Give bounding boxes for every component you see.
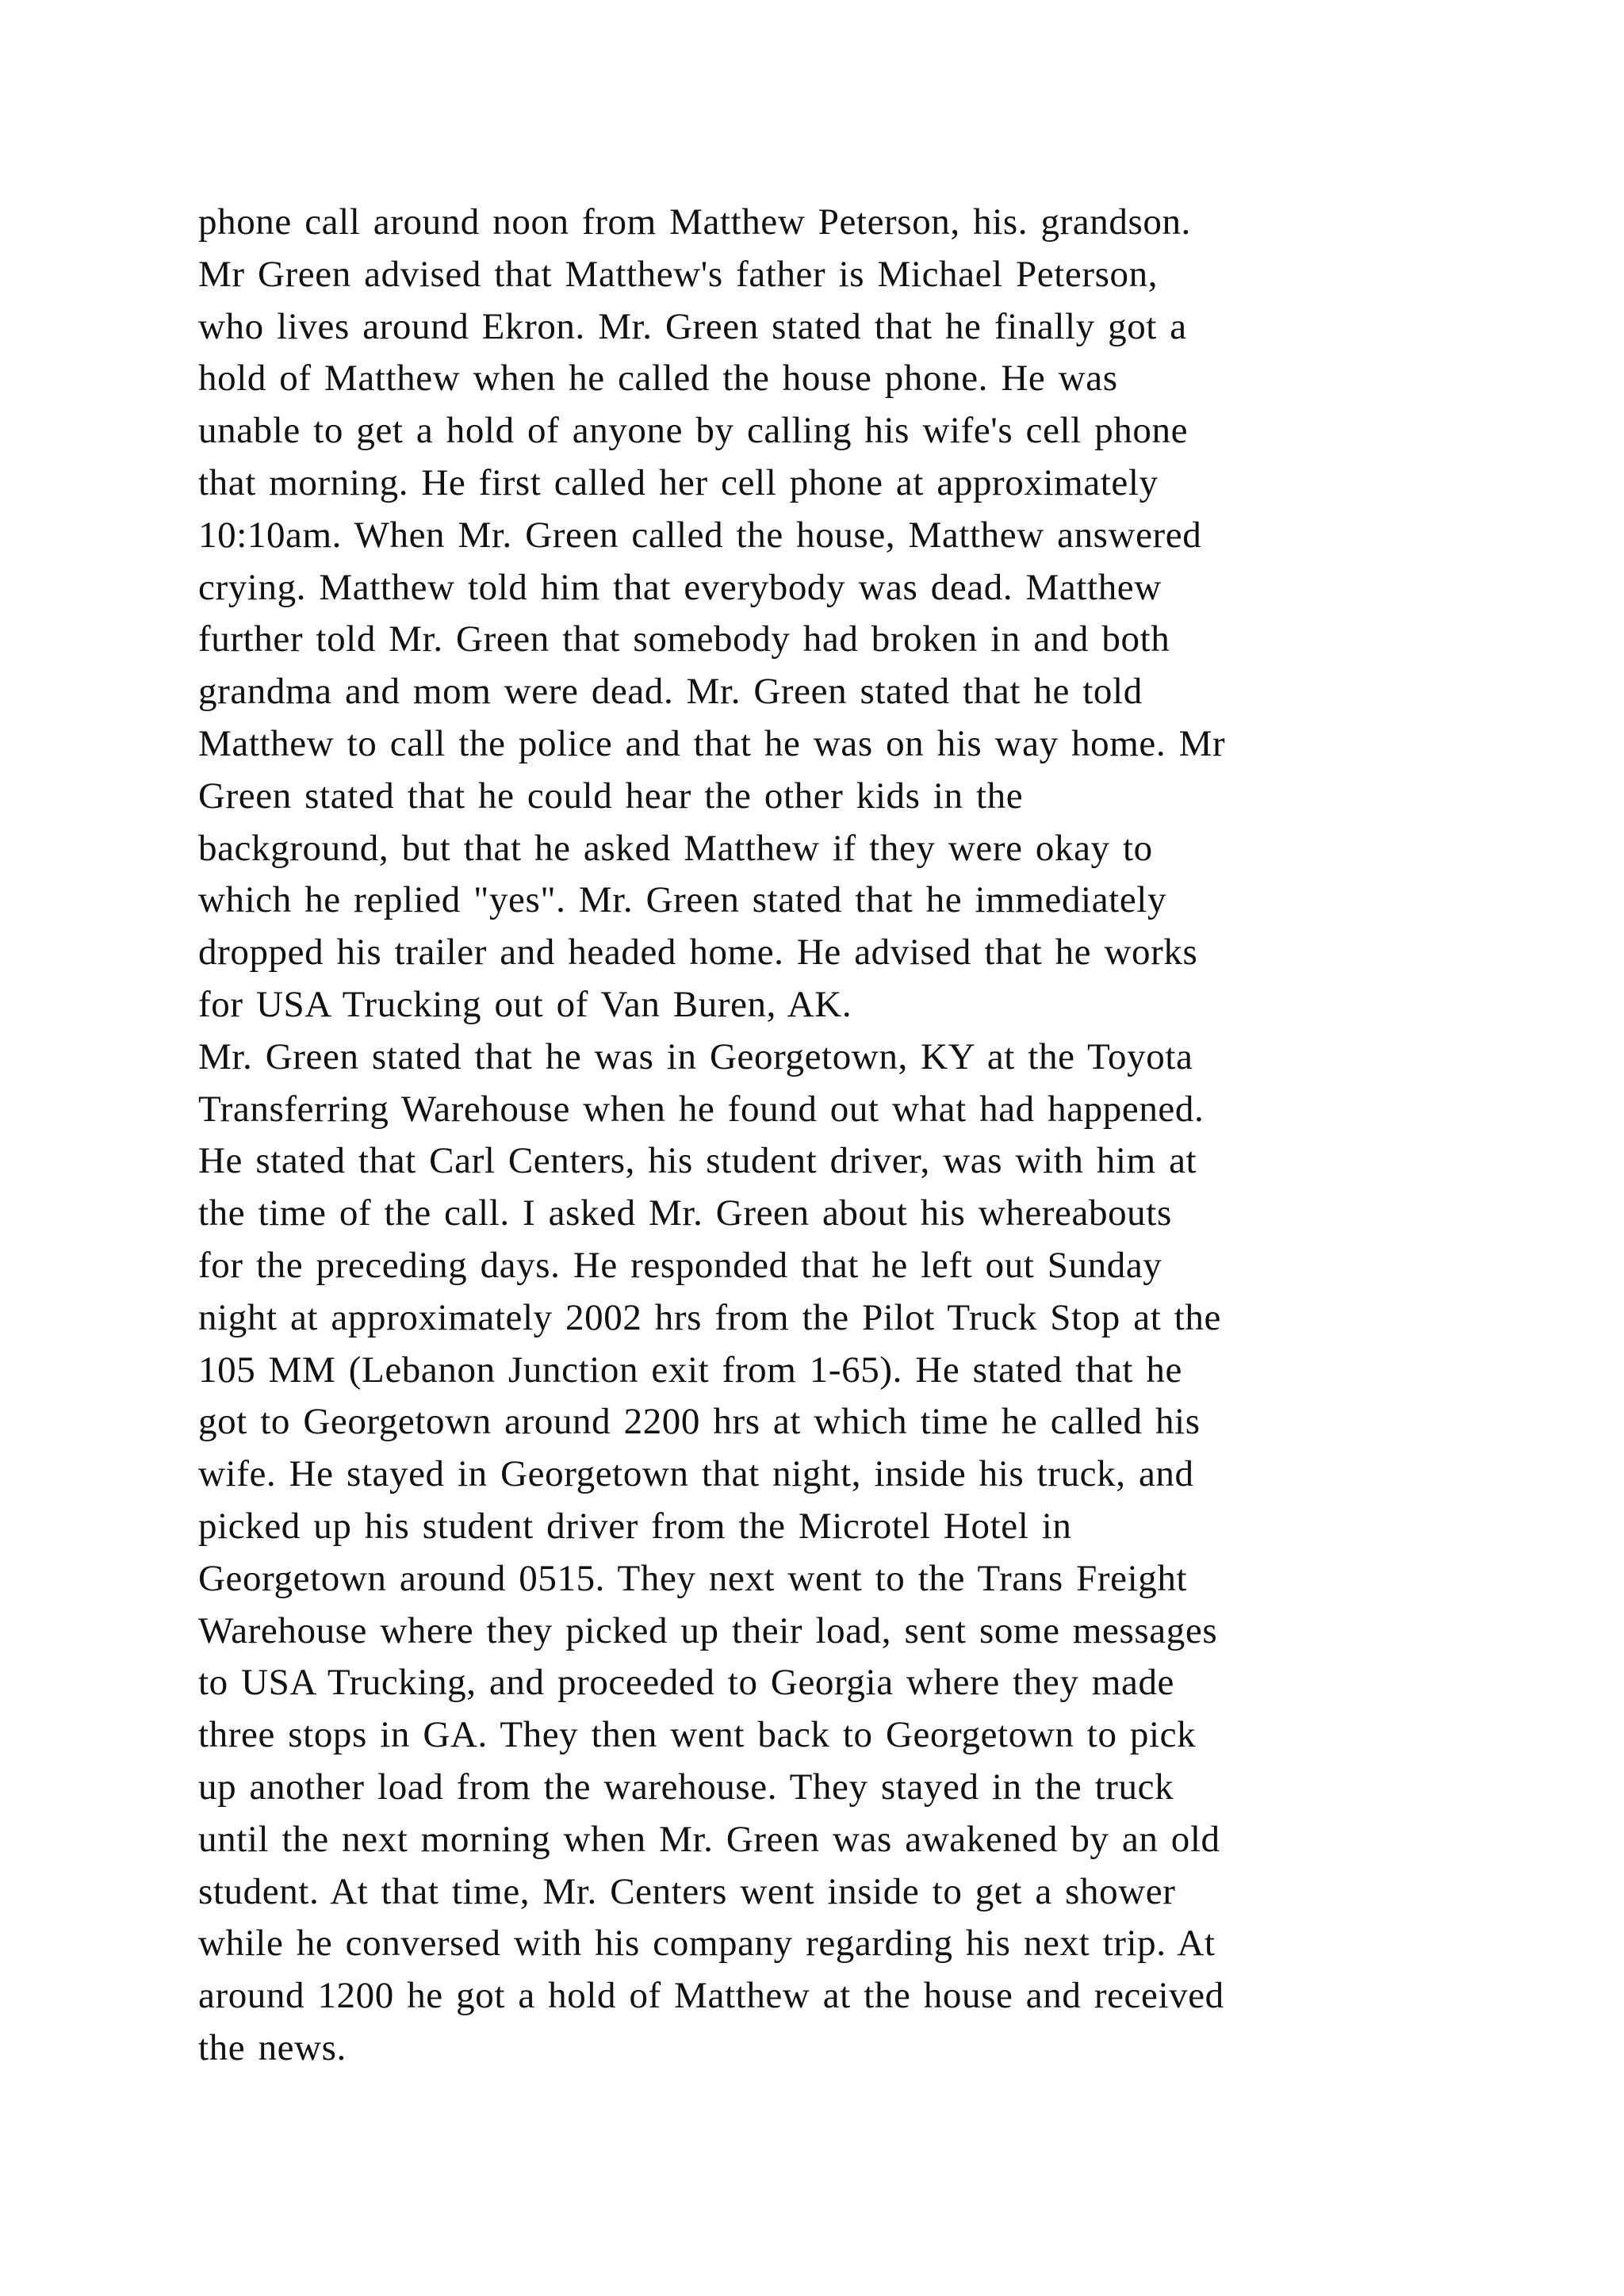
text-line: the time of the call. I asked Mr. Green about his whereabouts (198, 1192, 1172, 1234)
text-line: up another load from the warehouse. They stayed in the truck (198, 1766, 1174, 1808)
text-line: hold of Matthew when he called the house phone. He was (198, 358, 1118, 400)
text-line: dropped his trailer and headed home. He advised that he works (198, 932, 1198, 974)
text-line: 105 MM (Lebanon Junction exit from 1-65). He stated that he (198, 1349, 1182, 1391)
text-line: background, but that he asked Matthew if they were okay to (198, 827, 1153, 869)
text-line: Mr. Green stated that he was in Georgetown, KY at the Toyota (198, 1035, 1193, 1077)
text-line: which he replied "yes". Mr. Green stated that he immediately (198, 879, 1167, 921)
text-line: got to Georgetown around 2200 hrs at which time he called his (198, 1401, 1201, 1443)
text-line: further told Mr. Green that somebody had broken in and both (198, 618, 1170, 660)
text-line: unable to get a hold of anyone by calling his wife's cell phone (198, 410, 1189, 452)
text-line: who lives around Ekron. Mr. Green stated that he finally got a (198, 305, 1187, 347)
text-line: night at approximately 2002 hrs from the Pilot Truck Stop at the (198, 1296, 1221, 1338)
text-line: Georgetown around 0515. They next went to the Trans Freight (198, 1557, 1188, 1599)
text-line: picked up his student driver from the Microtel Hotel in (198, 1505, 1072, 1547)
text-line: for USA Trucking out of Van Buren, AK. (198, 983, 852, 1025)
text-line: the news. (198, 2026, 347, 2068)
text-line: Green stated that he could hear the other kids in the (198, 775, 1024, 817)
text-line: around 1200 he got a hold of Matthew at the house and received (198, 1975, 1224, 2017)
text-line: phone call around noon from Matthew Peterson, his. grandson. (198, 201, 1191, 243)
text-line: while he conversed with his company regarding his next trip. At (198, 1923, 1216, 1965)
text-line: Warehouse where they picked up their load, sent some messages (198, 1609, 1218, 1651)
text-line: three stops in GA. They then went back to Georgetown to pick (198, 1714, 1197, 1756)
text-line: student. At that time, Mr. Centers went inside to get a shower (198, 1870, 1176, 1912)
text-line: to USA Trucking, and proceeded to Georgia where they made (198, 1662, 1175, 1704)
text-line: grandma and mom were dead. Mr. Green stated that he told (198, 671, 1143, 713)
text-line: He stated that Carl Centers, his student driver, was with him at (198, 1140, 1197, 1182)
text-line: for the preceding days. He responded that he left out Sunday (198, 1244, 1162, 1286)
text-line: crying. Matthew told him that everybody was dead. Matthew (198, 566, 1162, 608)
text-line: Transferring Warehouse when he found out what had happened. (198, 1088, 1205, 1130)
text-line: until the next morning when Mr. Green was awakened by an old (198, 1818, 1220, 1860)
text-line: Matthew to call the police and that he was on his way home. Mr (198, 722, 1226, 764)
text-line: 10:10am. When Mr. Green called the house, Matthew answered (198, 514, 1202, 556)
text-line: that morning. He first called her cell phone at approximately (198, 461, 1159, 503)
text-line: wife. He stayed in Georgetown that night, inside his truck, and (198, 1453, 1194, 1495)
statement-text (198, 197, 1451, 2075)
text-line: Mr Green advised that Matthew's father is Michael Peterson, (198, 253, 1159, 295)
